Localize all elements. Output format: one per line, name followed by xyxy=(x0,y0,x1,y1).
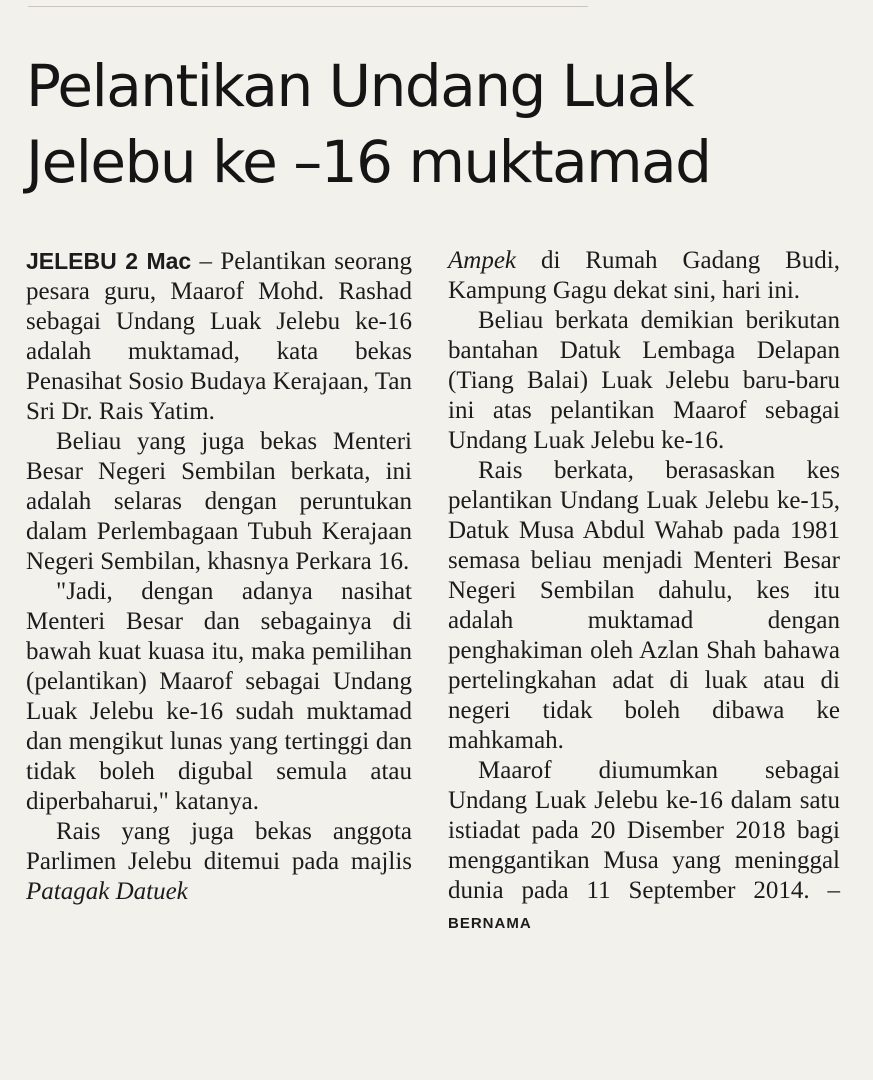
paragraph-1 xyxy=(26,246,412,427)
headline-line-1: Pelantikan Undang Luak xyxy=(26,52,693,120)
paragraph-1-text: Pelantikan seorang pesara guru, Maarof Mohd. Rashad sebagai Undang Luak Jelebu ke-16 adalah muktamad, kata bekas Penasihat Sosio Budaya Kerajaan, Tan Sri Dr. Rais Yatim. xyxy=(26,248,412,425)
article-column-left xyxy=(26,246,412,907)
paragraph-7: Rais berkata, berasaskan kes pelantikan Undang Luak Jelebu ke-15, Datuk Musa Abdul Wahab pada 1981 semasa beliau menjadi Menteri Besar Negeri Sembilan dahulu, kes itu adalah muktamad dengan penghakiman oleh Azlan Shah bahawa pertelingkahan adat di luak atau di negeri tidak boleh dibawa ke mahkamah. xyxy=(448,457,840,754)
paragraph-5 xyxy=(448,246,840,306)
paragraph-4-italic: Patagak Datuek xyxy=(26,878,188,905)
paragraph-8 xyxy=(448,756,840,939)
agency-credit: BERNAMA xyxy=(448,915,532,932)
paragraph-6: Beliau berkata demikian berikutan bantahan Datuk Lembaga Delapan (Tiang Balai) Luak Jelebu baru-baru ini atas pelantikan Maarof sebagai Undang Luak Jelebu ke-16. xyxy=(448,307,840,454)
top-rule xyxy=(28,6,588,7)
paragraph-8-text: Maarof diumumkan sebagai Undang Luak Jelebu ke-16 dalam satu istiadat pada 20 Disember 2018 bagi menggantikan Musa yang meninggal dunia pada 11 September 2014. xyxy=(448,757,840,904)
article-column-right xyxy=(448,246,840,939)
paragraph-5-text: di Rumah Gadang Budi, Kampung Gagu dekat sini, hari ini. xyxy=(448,247,840,304)
dateline: JELEBU 2 Mac xyxy=(26,248,192,274)
paragraph-4 xyxy=(26,817,412,907)
dateline-dash: – xyxy=(191,248,221,275)
paragraph-4-text: Rais yang juga bekas anggota Parlimen Jelebu ditemui pada majlis xyxy=(26,818,412,875)
headline xyxy=(26,48,856,200)
headline-line-2: Jelebu ke –16 muktamad xyxy=(26,128,711,196)
credit-dash: – xyxy=(809,877,840,904)
paragraph-5-italic: Ampek xyxy=(448,247,517,274)
paragraph-3: "Jadi, dengan adanya nasihat Menteri Besar dan sebagainya di bawah kuat kuasa itu, maka pemilihan (pelantikan) Maarof sebagai Undang Luak Jelebu ke-16 sudah muktamad dan mengikut lunas yang tertinggi dan tidak boleh digubal semula atau diperbaharui," katanya. xyxy=(26,578,412,815)
paragraph-2: Beliau yang juga bekas Menteri Besar Negeri Sembilan berkata, ini adalah selaras dengan peruntukan dalam Perlembagaan Tubuh Kerajaan Negeri Sembilan, khasnya Perkara 16. xyxy=(26,428,412,575)
